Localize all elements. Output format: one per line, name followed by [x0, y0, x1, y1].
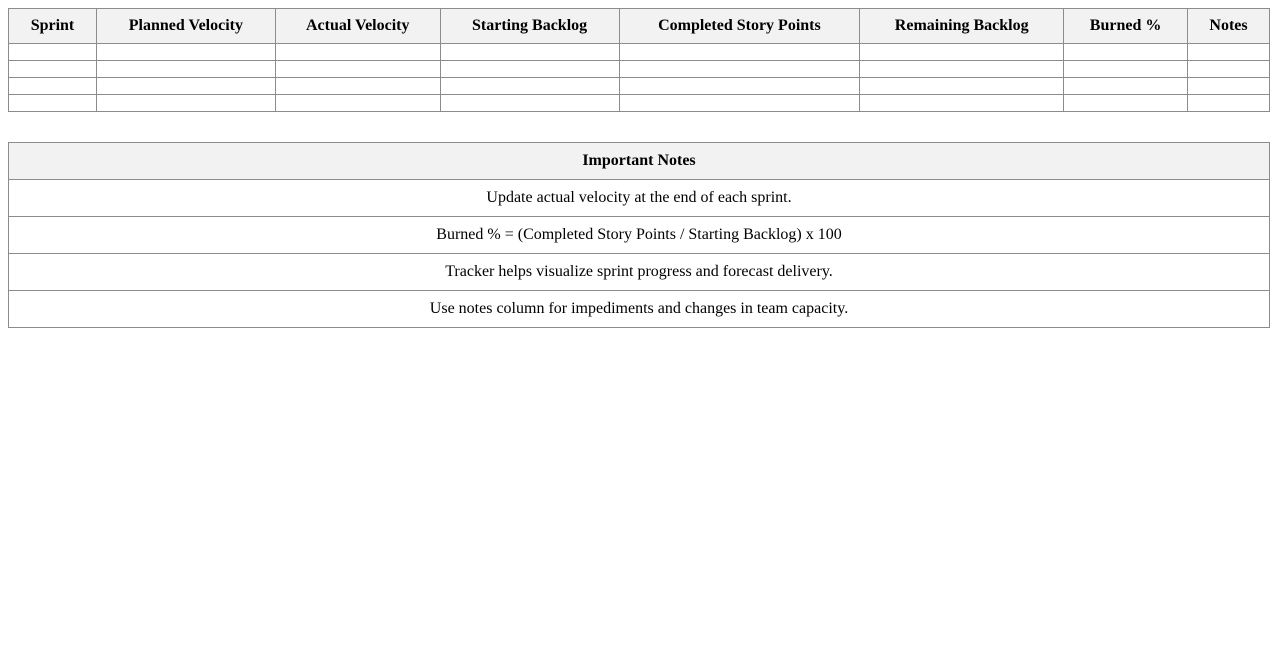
note-text: Tracker helps visualize sprint progress and forecast delivery. [9, 254, 1270, 291]
table-cell[interactable] [1188, 61, 1270, 78]
column-header-sprint: Sprint [9, 9, 97, 44]
sprint-tracker-table [8, 8, 1270, 112]
table-header-row [9, 9, 1270, 44]
list-item [9, 180, 1270, 217]
table-cell[interactable] [1064, 78, 1188, 95]
column-header-completed-story-points: Completed Story Points [619, 9, 860, 44]
table-cell[interactable] [860, 61, 1064, 78]
table-cell[interactable] [1188, 44, 1270, 61]
table-cell[interactable] [619, 78, 860, 95]
table-cell[interactable] [96, 95, 275, 112]
list-item [9, 291, 1270, 328]
table-cell[interactable] [1188, 95, 1270, 112]
column-header-burned-percent: Burned % [1064, 9, 1188, 44]
table-cell[interactable] [1188, 78, 1270, 95]
table-cell[interactable] [440, 61, 619, 78]
note-text: Burned % = (Completed Story Points / Starting Backlog) x 100 [9, 217, 1270, 254]
table-cell[interactable] [619, 44, 860, 61]
table-cell[interactable] [275, 95, 440, 112]
table-cell[interactable] [96, 44, 275, 61]
column-header-actual-velocity: Actual Velocity [275, 9, 440, 44]
column-header-starting-backlog: Starting Backlog [440, 9, 619, 44]
table-cell[interactable] [860, 78, 1064, 95]
table-cell[interactable] [619, 61, 860, 78]
table-cell[interactable] [440, 95, 619, 112]
table-cell[interactable] [275, 61, 440, 78]
table-cell[interactable] [96, 78, 275, 95]
table-cell[interactable] [9, 78, 97, 95]
table-row [9, 95, 1270, 112]
table-cell[interactable] [619, 95, 860, 112]
table-cell[interactable] [9, 61, 97, 78]
note-text: Use notes column for impediments and changes in team capacity. [9, 291, 1270, 328]
column-header-remaining-backlog: Remaining Backlog [860, 9, 1064, 44]
list-item [9, 217, 1270, 254]
table-cell[interactable] [9, 95, 97, 112]
important-notes-table [8, 142, 1270, 328]
notes-title: Important Notes [9, 143, 1270, 180]
table-cell[interactable] [440, 78, 619, 95]
table-row [9, 44, 1270, 61]
table-row [9, 61, 1270, 78]
column-header-notes: Notes [1188, 9, 1270, 44]
table-cell[interactable] [1064, 95, 1188, 112]
notes-header-row [9, 143, 1270, 180]
table-row [9, 78, 1270, 95]
table-cell[interactable] [1064, 44, 1188, 61]
table-cell[interactable] [9, 44, 97, 61]
table-cell[interactable] [275, 78, 440, 95]
table-cell[interactable] [1064, 61, 1188, 78]
column-header-planned-velocity: Planned Velocity [96, 9, 275, 44]
table-cell[interactable] [96, 61, 275, 78]
list-item [9, 254, 1270, 291]
table-cell[interactable] [860, 44, 1064, 61]
table-cell[interactable] [440, 44, 619, 61]
table-cell[interactable] [860, 95, 1064, 112]
table-cell[interactable] [275, 44, 440, 61]
note-text: Update actual velocity at the end of each sprint. [9, 180, 1270, 217]
